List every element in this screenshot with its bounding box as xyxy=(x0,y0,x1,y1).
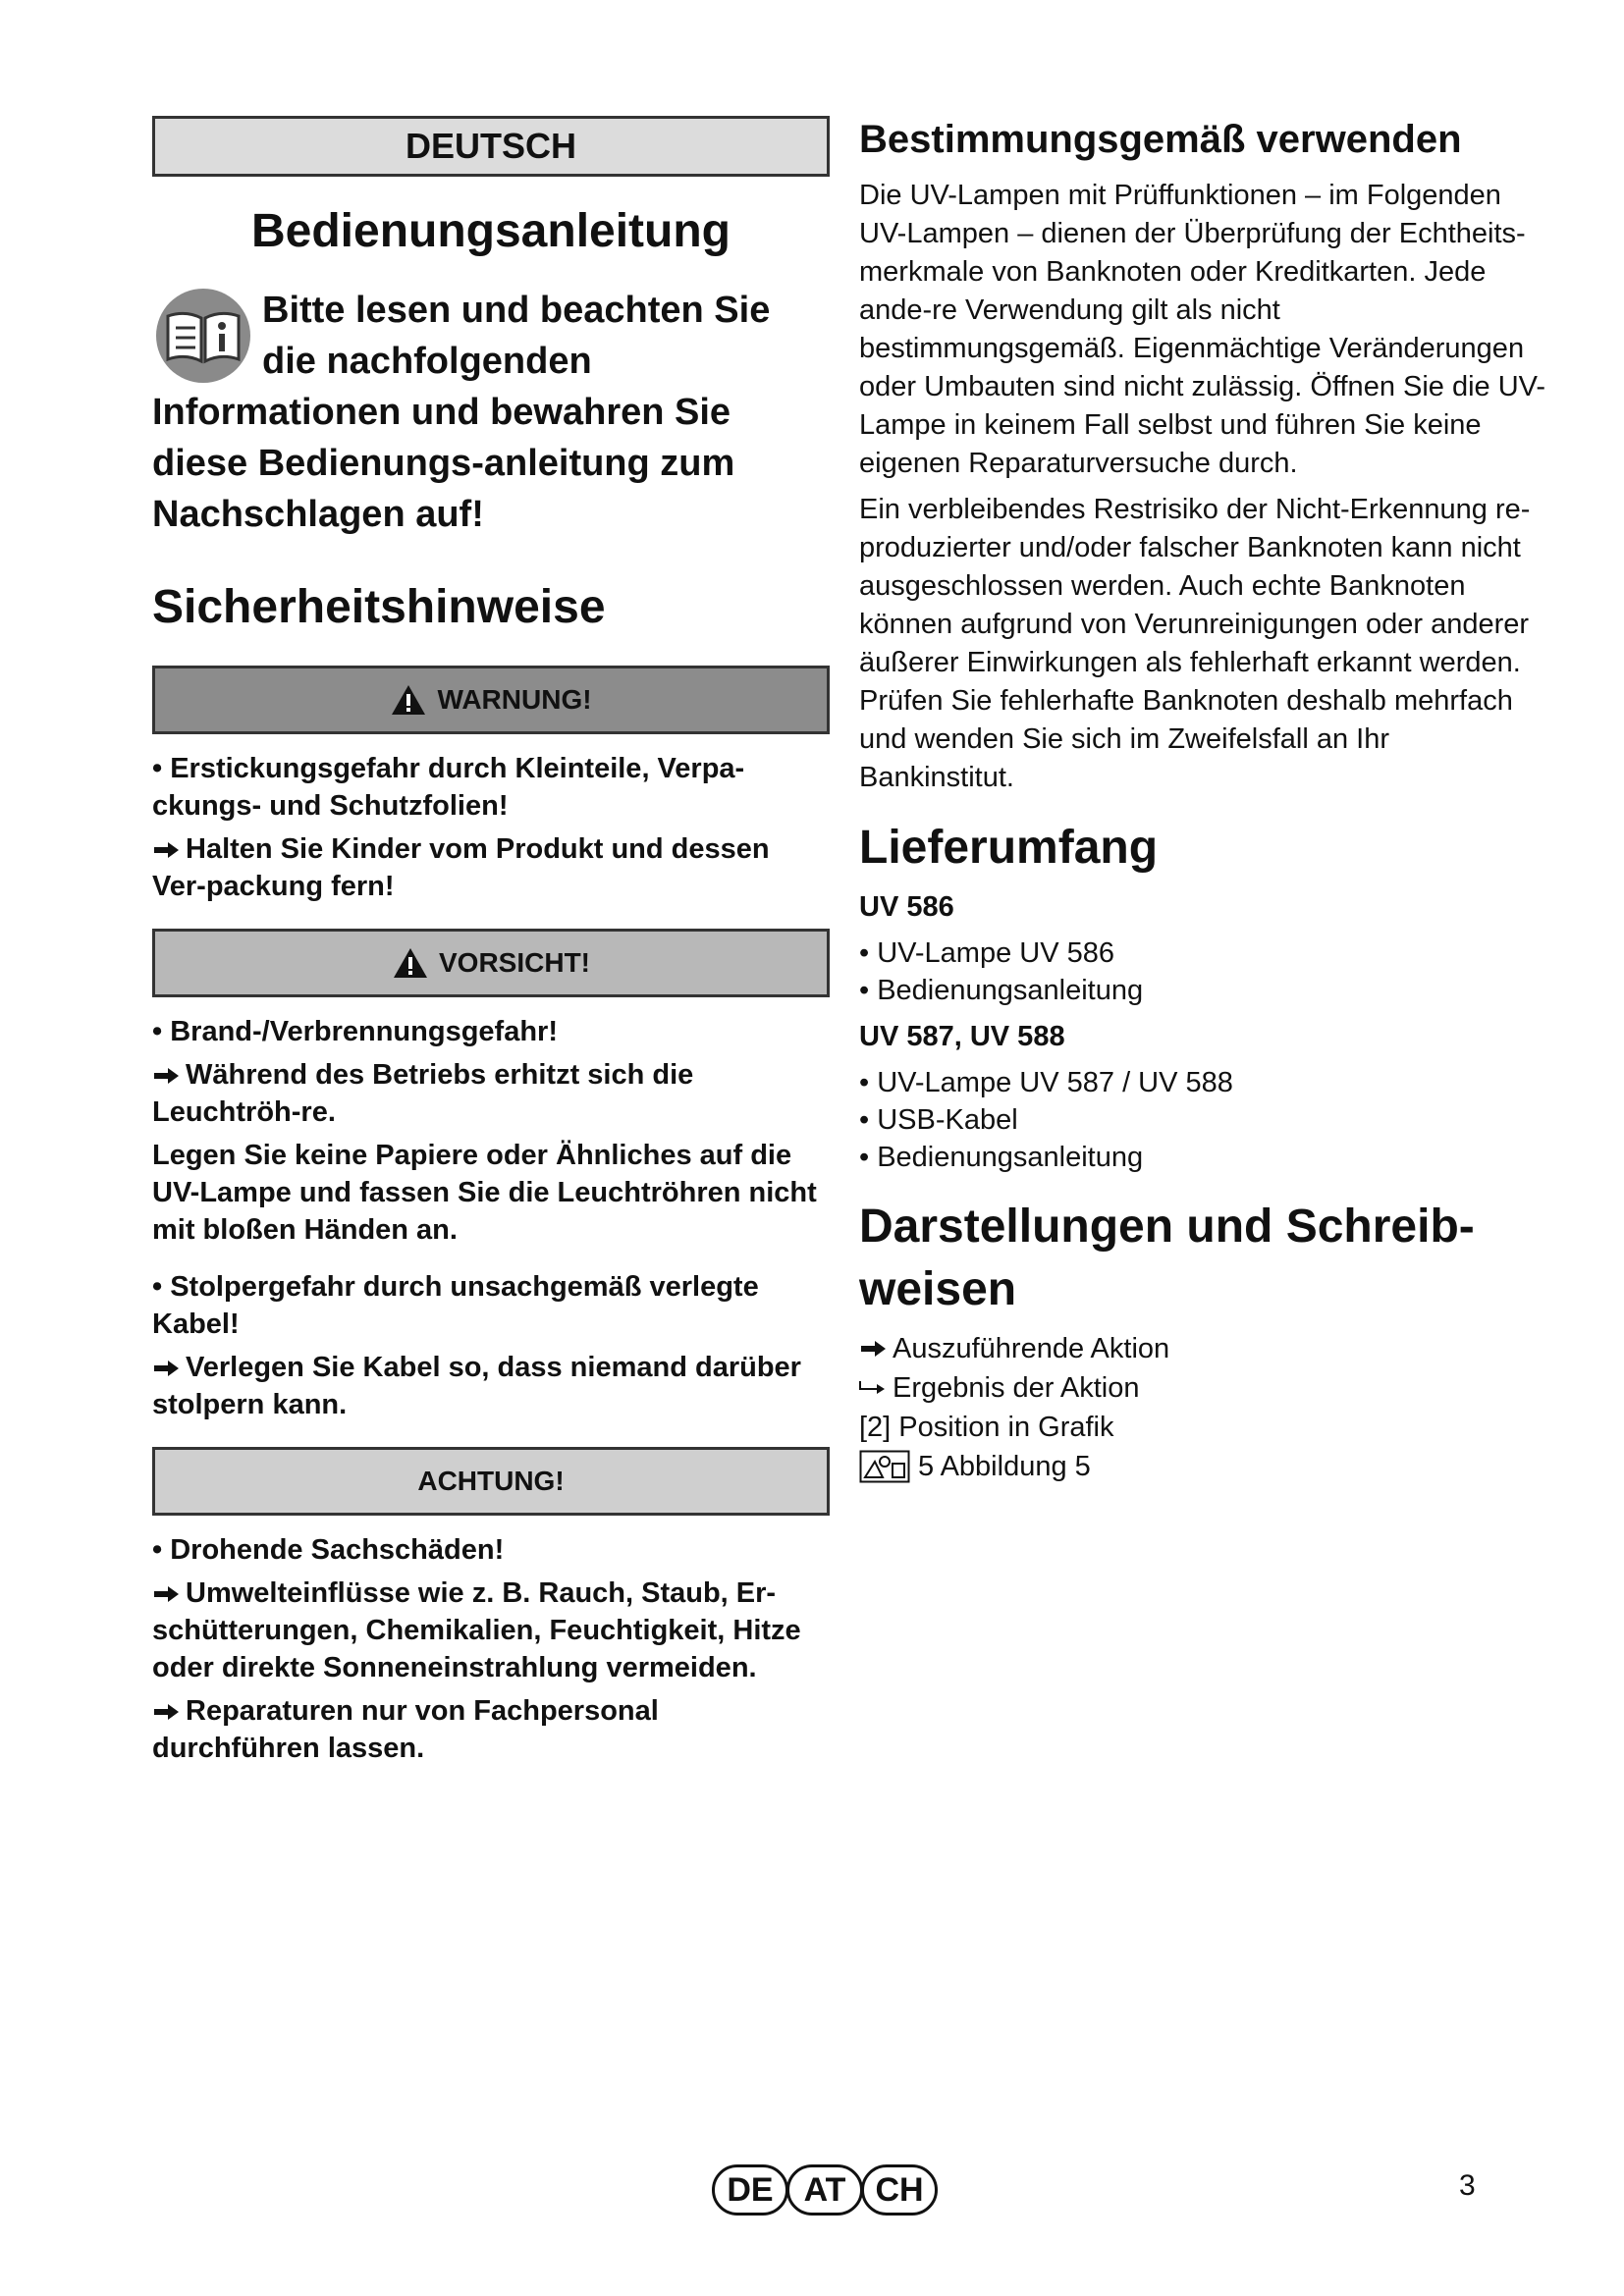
caution-label: VORSICHT! xyxy=(439,947,590,978)
caution-plain-text: Legen Sie keine Papiere oder Ähnliches auf die UV-Lampe und fassen Sie die Leuchtröhren nicht mit bloßen Händen an. xyxy=(152,1140,817,1246)
notice-hazard: • Drohende Sachschäden! xyxy=(152,1534,505,1566)
notice-label: ACHTUNG! xyxy=(417,1466,565,1496)
list-item: • UV-Lampe UV 586 xyxy=(859,937,1115,969)
intro-rest: und bewahren Sie diese Bedienungs-anleitung zum Nachschlagen auf! xyxy=(152,392,735,535)
caution-hazard-2: • Stolpergefahr durch unsachgemäß verlegte Kabel! xyxy=(152,1271,759,1340)
action-arrow-icon xyxy=(152,1585,180,1603)
action-arrow-icon xyxy=(152,1067,180,1085)
country-badge: CH xyxy=(861,2164,938,2216)
intended-use-paragraph-1: Die UV-Lampen mit Prüffunktionen – im Folgenden UV-Lampen – dienen der Überprüfung der Echtheits-merkmale von Banknoten oder Kreditkarten. Jede ande-re Verwendung gilt als nicht bestimmungsgemäß. Eigenmächtige Veränderungen oder Umbauten sind nicht zulässig. Öffnen Sie die UV-Lampe in keinem Fall selbst und führen Sie keine eigenen Reparaturversuche durch. xyxy=(859,180,1546,479)
right-column xyxy=(859,116,1546,1486)
legend-action: Auszuführende Aktion xyxy=(859,1329,1546,1368)
notation-heading: Darstellungen und Schreib-weisen xyxy=(859,1201,1475,1315)
model-1-heading: UV 586 xyxy=(859,891,954,923)
intended-use-heading: Bestimmungsgemäß verwenden xyxy=(859,118,1462,161)
warning-hazard: • Erstickungsgefahr durch Kleinteile, Verpa-ckungs- und Schutzfolien! xyxy=(152,753,745,822)
figure-icon xyxy=(859,1450,910,1483)
safety-heading: Sicherheitshinweise xyxy=(152,581,606,633)
caution-action-1: Während des Betriebs erhitzt sich die Leuchtröh-re. xyxy=(152,1059,694,1128)
action-arrow-icon xyxy=(152,1703,180,1721)
caution-hazard-1: • Brand-/Verbrennungsgefahr! xyxy=(152,1016,558,1047)
warning-triangle-icon xyxy=(390,683,427,717)
left-column xyxy=(152,116,830,1773)
list-item: • Bedienungsanleitung xyxy=(859,975,1144,1006)
country-badge: AT xyxy=(786,2164,863,2216)
read-instructions-intro xyxy=(152,285,830,540)
warning-triangle-icon xyxy=(392,946,429,980)
intro-first: Bitte lesen und beachten Sie die nachfolgenden Informationen xyxy=(152,290,771,433)
action-arrow-icon xyxy=(859,1340,887,1358)
read-manual-icon xyxy=(152,287,254,385)
notice-action-2: Reparaturen nur von Fachpersonal durchführen lassen. xyxy=(152,1695,659,1764)
action-arrow-icon xyxy=(152,841,180,859)
legend-figure: 5 Abbildung 5 xyxy=(859,1447,1546,1486)
country-codes xyxy=(712,2164,936,2216)
notice-action-1: Umwelteinflüsse wie z. B. Rauch, Staub, Er-schütterungen, Chemikalien, Feuchtigkeit, Hitze oder direkte Sonneneinstrahlung vermeiden. xyxy=(152,1577,801,1683)
list-item: • UV-Lampe UV 587 / UV 588 xyxy=(859,1067,1233,1098)
model-2-heading: UV 587, UV 588 xyxy=(859,1021,1065,1052)
language-header: DEUTSCH xyxy=(152,116,830,177)
legend-position: [2] Position in Grafik xyxy=(859,1412,1114,1443)
legend-result: Ergebnis der Aktion xyxy=(859,1368,1546,1408)
country-badge: DE xyxy=(712,2164,788,2216)
caution-bar xyxy=(152,929,830,997)
list-item: • Bedienungsanleitung xyxy=(859,1142,1144,1173)
action-arrow-icon xyxy=(152,1360,180,1377)
scope-heading: Lieferumfang xyxy=(859,822,1159,874)
warning-label: WARNUNG! xyxy=(437,684,592,715)
notice-bar xyxy=(152,1447,830,1516)
caution-action-2: Verlegen Sie Kabel so, dass niemand darüber stolpern kann. xyxy=(152,1352,801,1420)
list-item: • USB-Kabel xyxy=(859,1104,1018,1136)
warning-action: Halten Sie Kinder vom Produkt und dessen Ver-packung fern! xyxy=(152,833,770,902)
page-number: 3 xyxy=(1459,2169,1476,2202)
manual-title: Bedienungsanleitung xyxy=(250,205,731,257)
intended-use-paragraph-2: Ein verbleibendes Restrisiko der Nicht-Erkennung re-produzierter und/oder falscher Banknoten kann nicht ausgeschlossen werden. Auch echte Banknoten können aufgrund von Verunreinigungen oder anderer äußerer Einwirkungen als fehlerhaft erkannt werden. Prüfen Sie fehlerhafte Banknoten deshalb mehrfach und wenden Sie sich im Zweifelsfall an Ihr Bankinstitut. xyxy=(859,494,1531,793)
warning-bar xyxy=(152,666,830,734)
result-arrow-icon xyxy=(859,1379,887,1397)
